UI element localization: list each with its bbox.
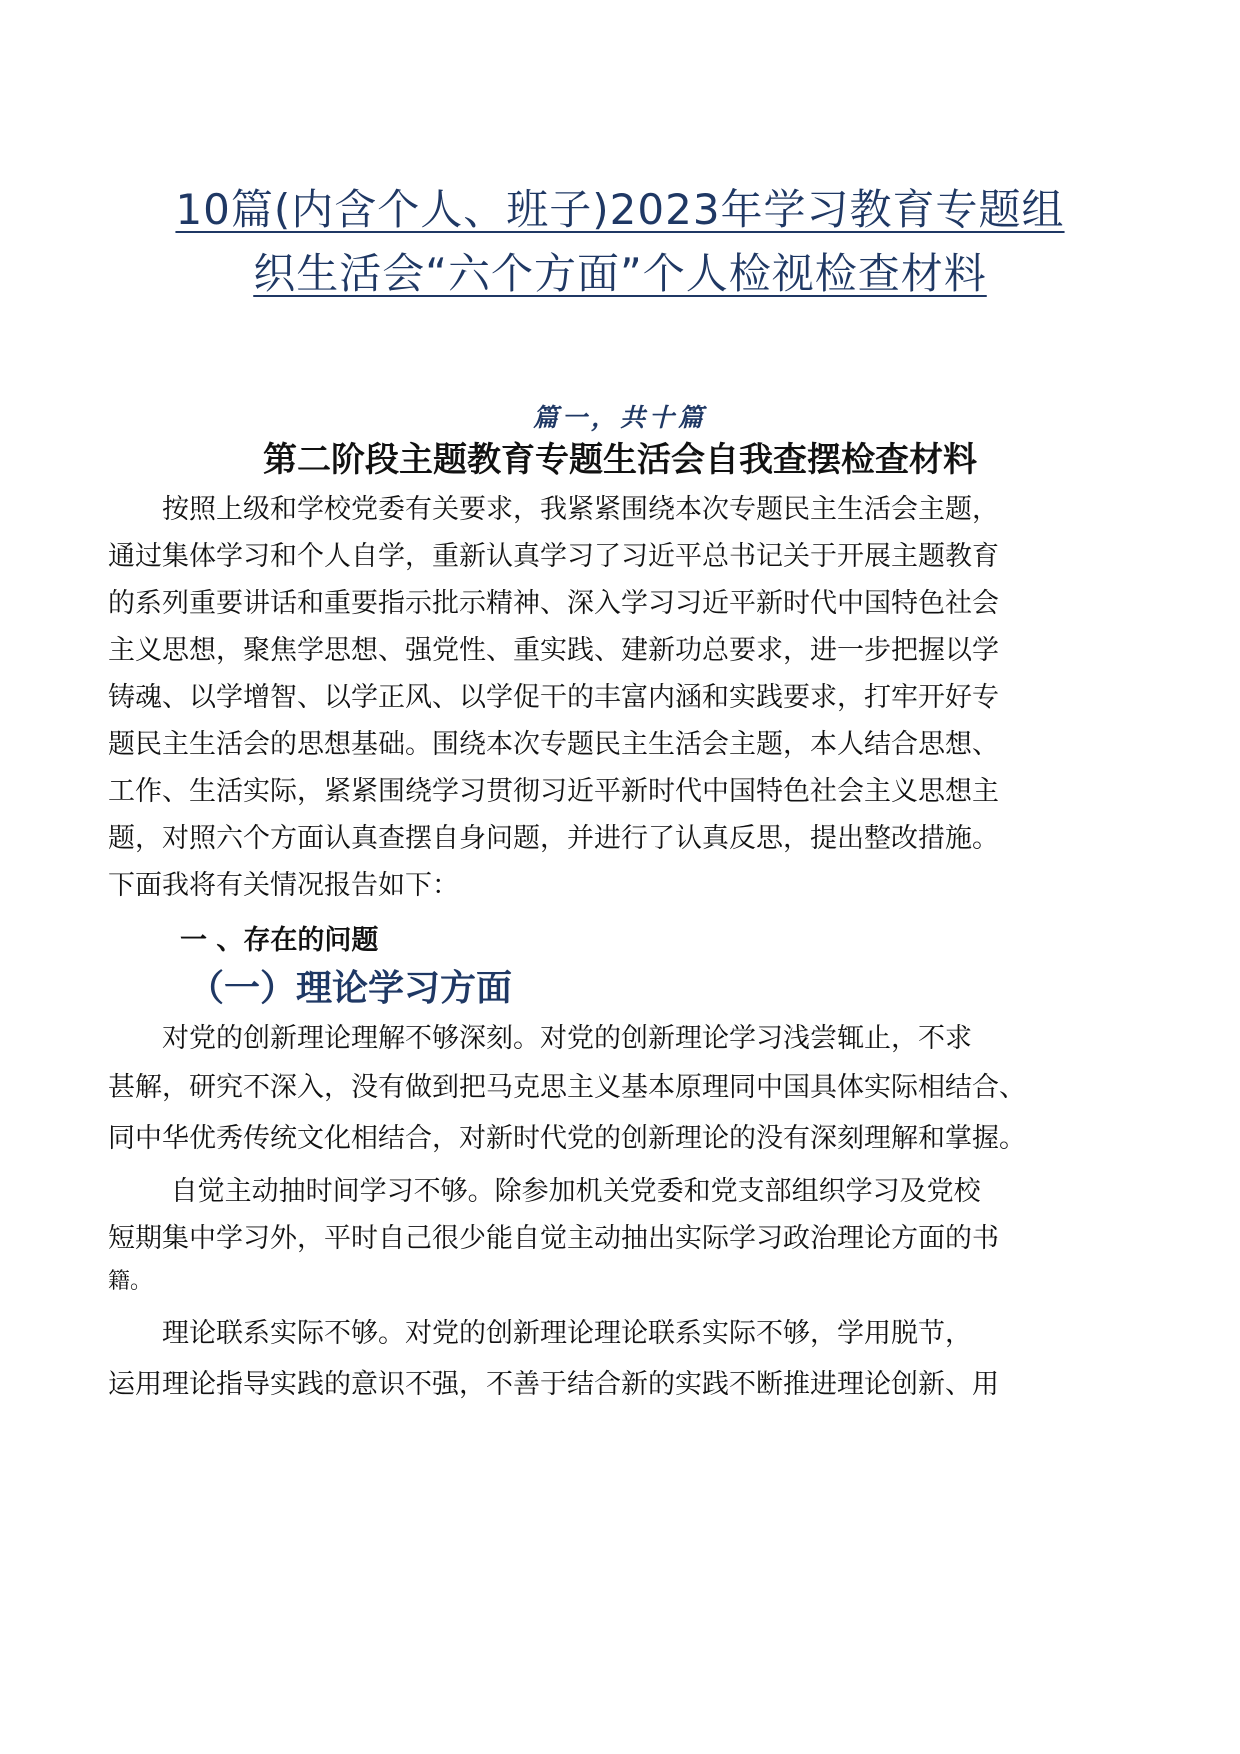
intro-line: 工作、生活实际，紧紧围绕学习贯彻习近平新时代中国特色社会主义思想主: [108, 776, 999, 807]
paragraph-line: 对党的创新理论理解不够深刻。对党的创新理论学习浅尝辄止，不求: [108, 1023, 972, 1054]
paragraph-self-study: [108, 1168, 1138, 1302]
paragraph-line: 自觉主动抽时间学习不够。除参加机关党委和党支部组织学习及党校: [108, 1176, 981, 1207]
intro-line: 主义思想，聚焦学思想、强党性、重实践、建新功总要求，进一步把握以学: [108, 635, 999, 666]
intro-line: 按照上级和学校党委有关要求，我紧紧围绕本次专题民主生活会主题，: [108, 494, 999, 525]
title-line-2: 织生活会“六个方面”个人检视检查材料: [253, 249, 987, 298]
title-line-1: 10篇(内含个人、班子)2023年学习教育专题组: [175, 185, 1065, 234]
paragraph-line: 甚解，研究不深入，没有做到把马克思主义基本原理同中国具体实际相结合、: [108, 1072, 1026, 1103]
heading-theory-study: （一）理论学习方面: [188, 968, 513, 1009]
paragraph-theory-understanding: [108, 1015, 1138, 1162]
paragraph-line: 籍。: [108, 1269, 153, 1294]
intro-line: 的系列重要讲话和重要指示批示精神、深入学习习近平新时代中国特色社会: [108, 588, 999, 619]
document-title: [110, 178, 1130, 306]
paragraph-line: 运用理论指导实践的意识不强，不善于结合新的实践不断推进理论创新、用: [108, 1369, 999, 1400]
intro-line: 题，对照六个方面认真查摆自身问题，并进行了认真反思，提出整改措施。: [108, 823, 999, 854]
intro-line: 铸魂、以学增智、以学正风、以学促干的丰富内涵和实践要求，打牢开好专: [108, 682, 999, 713]
section-subtitle: 第二阶段主题教育专题生活会自我查摆检查材料: [263, 440, 977, 480]
paragraph-line: 理论联系实际不够。对党的创新理论理论联系实际不够，学用脱节，: [108, 1318, 972, 1349]
intro-line: 通过集体学习和个人自学，重新认真学习了习近平总书记关于开展主题教育: [108, 541, 999, 572]
part-label: 篇一，共十篇: [532, 403, 707, 432]
heading-problems: 一 、存在的问题: [180, 925, 379, 956]
paragraph-line: 同中华优秀传统文化相结合，对新时代党的创新理论的没有深刻理解和掌握。: [108, 1123, 1026, 1154]
intro-line: 下面我将有关情况报告如下：: [108, 870, 459, 901]
intro-line: 题民主生活会的思想基础。围绕本次专题民主生活会主题，本人结合思想、: [108, 729, 999, 760]
paragraph-line: 短期集中学习外，平时自己很少能自觉主动抽出实际学习政治理论方面的书: [108, 1223, 999, 1254]
paragraph-theory-practice: [108, 1310, 1138, 1408]
intro-paragraph: [108, 486, 1138, 909]
